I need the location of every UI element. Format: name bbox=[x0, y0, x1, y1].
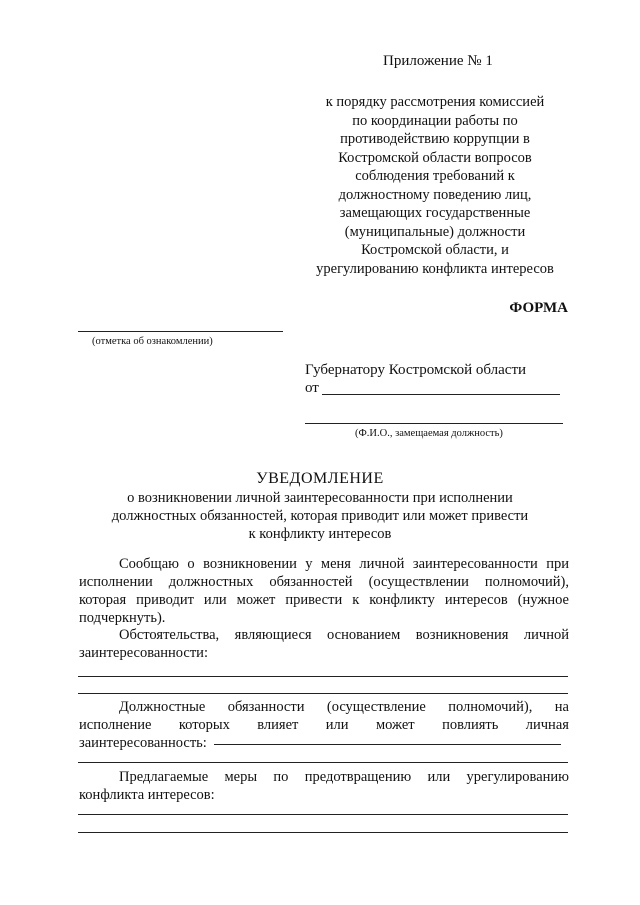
word: или bbox=[325, 717, 349, 733]
word: обязанности bbox=[227, 699, 305, 715]
annex-line: противодействию коррупции в bbox=[340, 131, 530, 147]
annex-description bbox=[300, 93, 570, 278]
circumstances-line-1[interactable] bbox=[78, 676, 568, 677]
paragraph-line: подчеркнуть). bbox=[79, 610, 166, 626]
annex-line: Костромской области, и bbox=[361, 242, 509, 258]
paragraph-line: исполнении должностных обязанностей (осуществлении полномочий), bbox=[79, 574, 569, 590]
word: повлиять bbox=[442, 717, 499, 733]
paragraph-line: заинтересованности: bbox=[79, 645, 208, 661]
duties-line-extra[interactable] bbox=[78, 762, 568, 763]
duties-line-2 bbox=[79, 716, 569, 734]
paragraph-line: Предлагаемые меры по предотвращению или урегулированию bbox=[119, 769, 569, 785]
notice-subtitle-line: к конфликту интересов bbox=[248, 526, 392, 542]
word: на bbox=[554, 699, 569, 715]
word: влияет bbox=[257, 717, 299, 733]
paragraph-circumstances bbox=[79, 626, 569, 662]
measures-line-1[interactable] bbox=[78, 814, 568, 815]
annex-line: замещающих государственные bbox=[339, 205, 531, 221]
notice-title: УВЕДОМЛЕНИЕ bbox=[256, 470, 384, 487]
word: может bbox=[375, 717, 415, 733]
addressee-from-line[interactable] bbox=[322, 394, 560, 395]
annex-line: соблюдения требований к bbox=[355, 168, 515, 184]
acknowledgement-caption: (отметка об ознакомлении) bbox=[92, 336, 213, 347]
notice-subtitle-line: должностных обязанностей, которая приводит или может привести bbox=[111, 508, 529, 524]
form-label: ФОРМА bbox=[509, 300, 568, 316]
paragraph-report bbox=[79, 555, 569, 627]
paragraph-line: Обстоятельства, являющиеся основанием возникновения личной bbox=[119, 627, 569, 643]
notice-subtitle bbox=[0, 489, 640, 543]
addressee-from-label: от bbox=[305, 380, 319, 396]
word: полномочий), bbox=[448, 699, 533, 715]
word: исполнение bbox=[79, 717, 152, 733]
annex-line: должностному поведению лиц, bbox=[338, 186, 532, 203]
paragraph-line: конфликта интересов: bbox=[79, 787, 215, 803]
paragraph-line: которая приводит или может привести к конфликту интересов (нужное bbox=[79, 592, 569, 608]
addressee-name-line[interactable] bbox=[305, 423, 563, 424]
paragraph-line: заинтересованность: bbox=[79, 735, 207, 751]
duties-line-1 bbox=[79, 698, 569, 716]
duties-interest-line[interactable] bbox=[214, 744, 561, 745]
word: которых bbox=[178, 717, 230, 733]
annex-title: Приложение № 1 bbox=[383, 53, 493, 69]
paragraph-measures bbox=[79, 768, 569, 804]
annex-line: по координации работы по bbox=[352, 112, 518, 129]
acknowledgement-line[interactable] bbox=[78, 331, 283, 332]
addressee-to: Губернатору Костромской области bbox=[305, 362, 527, 378]
measures-line-2[interactable] bbox=[78, 832, 568, 833]
word: Должностные bbox=[119, 699, 206, 715]
duties-line-3 bbox=[79, 734, 569, 752]
annex-line: к порядку рассмотрения комиссией bbox=[325, 94, 545, 110]
word: (осуществление bbox=[326, 699, 426, 715]
annex-line: (муниципальные) должности bbox=[344, 223, 526, 240]
annex-line: урегулированию конфликта интересов bbox=[316, 260, 554, 277]
circumstances-line-2[interactable] bbox=[78, 693, 568, 694]
paragraph-line: Сообщаю о возникновении у меня личной заинтересованности при bbox=[119, 556, 569, 572]
notice-subtitle-line: о возникновении личной заинтересованности при исполнении bbox=[127, 490, 513, 506]
word: личная bbox=[525, 717, 569, 733]
annex-line: Костромской области вопросов bbox=[338, 149, 532, 166]
addressee-caption: (Ф.И.О., замещаемая должность) bbox=[355, 428, 503, 439]
